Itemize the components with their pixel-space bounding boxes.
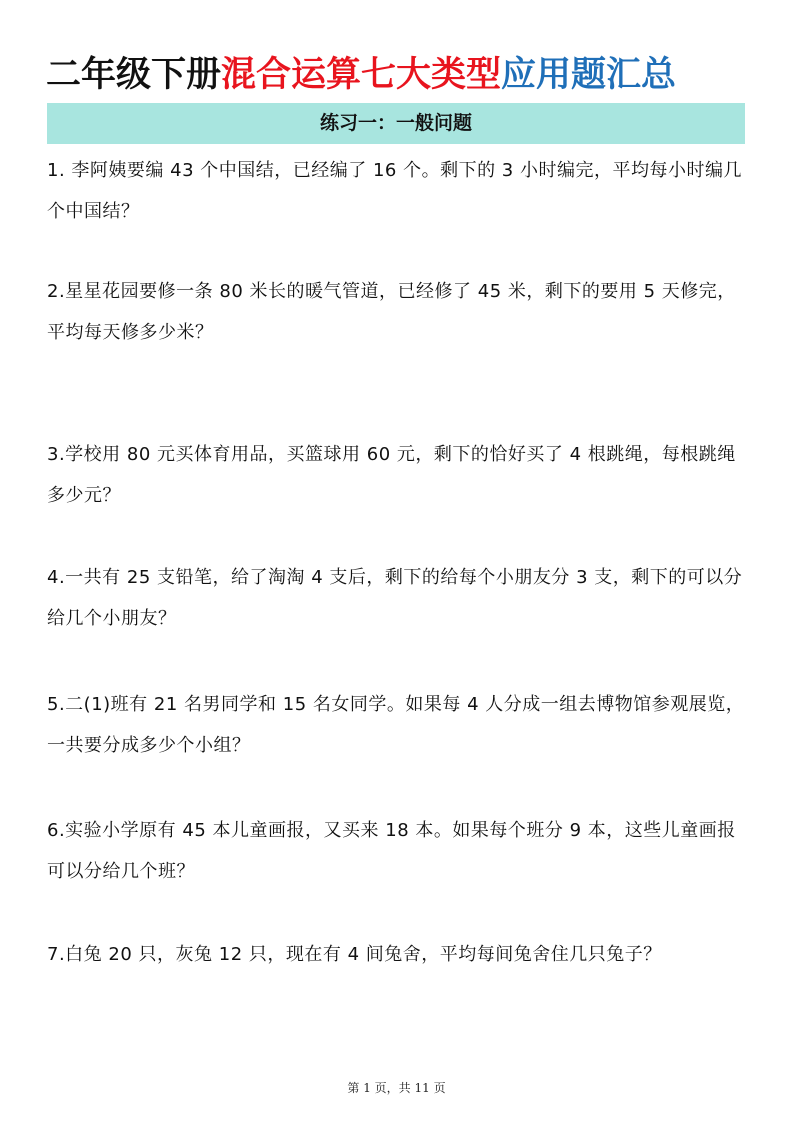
question-5: 5.二(1)班有 21 名男同学和 15 名女同学。如果每 4 人分成一组去博物馆参观展览，一共要分成多少个小组？: [47, 694, 745, 756]
title-part-summary: 应用题汇总: [501, 55, 677, 95]
title-part-topic: 混合运算七大类型: [221, 55, 502, 95]
question-7: 7.白兔 20 只，灰兔 12 只，现在有 4 间兔舍，平均每间兔舍住几只兔子？: [47, 944, 662, 965]
question-2: 2.星星花园要修一条 80 米长的暖气管道，已经修了 45 米，剩下的要用 5 天修完，平均每天修多少米？: [47, 281, 736, 343]
question-1: 1. 李阿姨要编 43 个中国结，已经编了 16 个。剩下的 3 小时编完，平均每小时编几个中国结？: [47, 160, 742, 222]
section-heading: 练习一：一般问题: [47, 103, 745, 144]
title-part-grade: 二年级下册: [46, 55, 222, 95]
page-title: [46, 52, 766, 98]
page-number: 第 1 页，共 11 页: [347, 1081, 446, 1095]
question-6: 6.实验小学原有 45 本儿童画报，又买来 18 本。如果每个班分 9 本，这些儿童画报可以分给几个班？: [47, 820, 736, 882]
question-3: 3.学校用 80 元买体育用品，买篮球用 60 元，剩下的恰好买了 4 根跳绳，每根跳绳多少元？: [47, 444, 736, 506]
question-4: 4.一共有 25 支铅笔，给了淘淘 4 支后，剩下的给每个小朋友分 3 支，剩下的可以分给几个小朋友？: [47, 567, 743, 629]
